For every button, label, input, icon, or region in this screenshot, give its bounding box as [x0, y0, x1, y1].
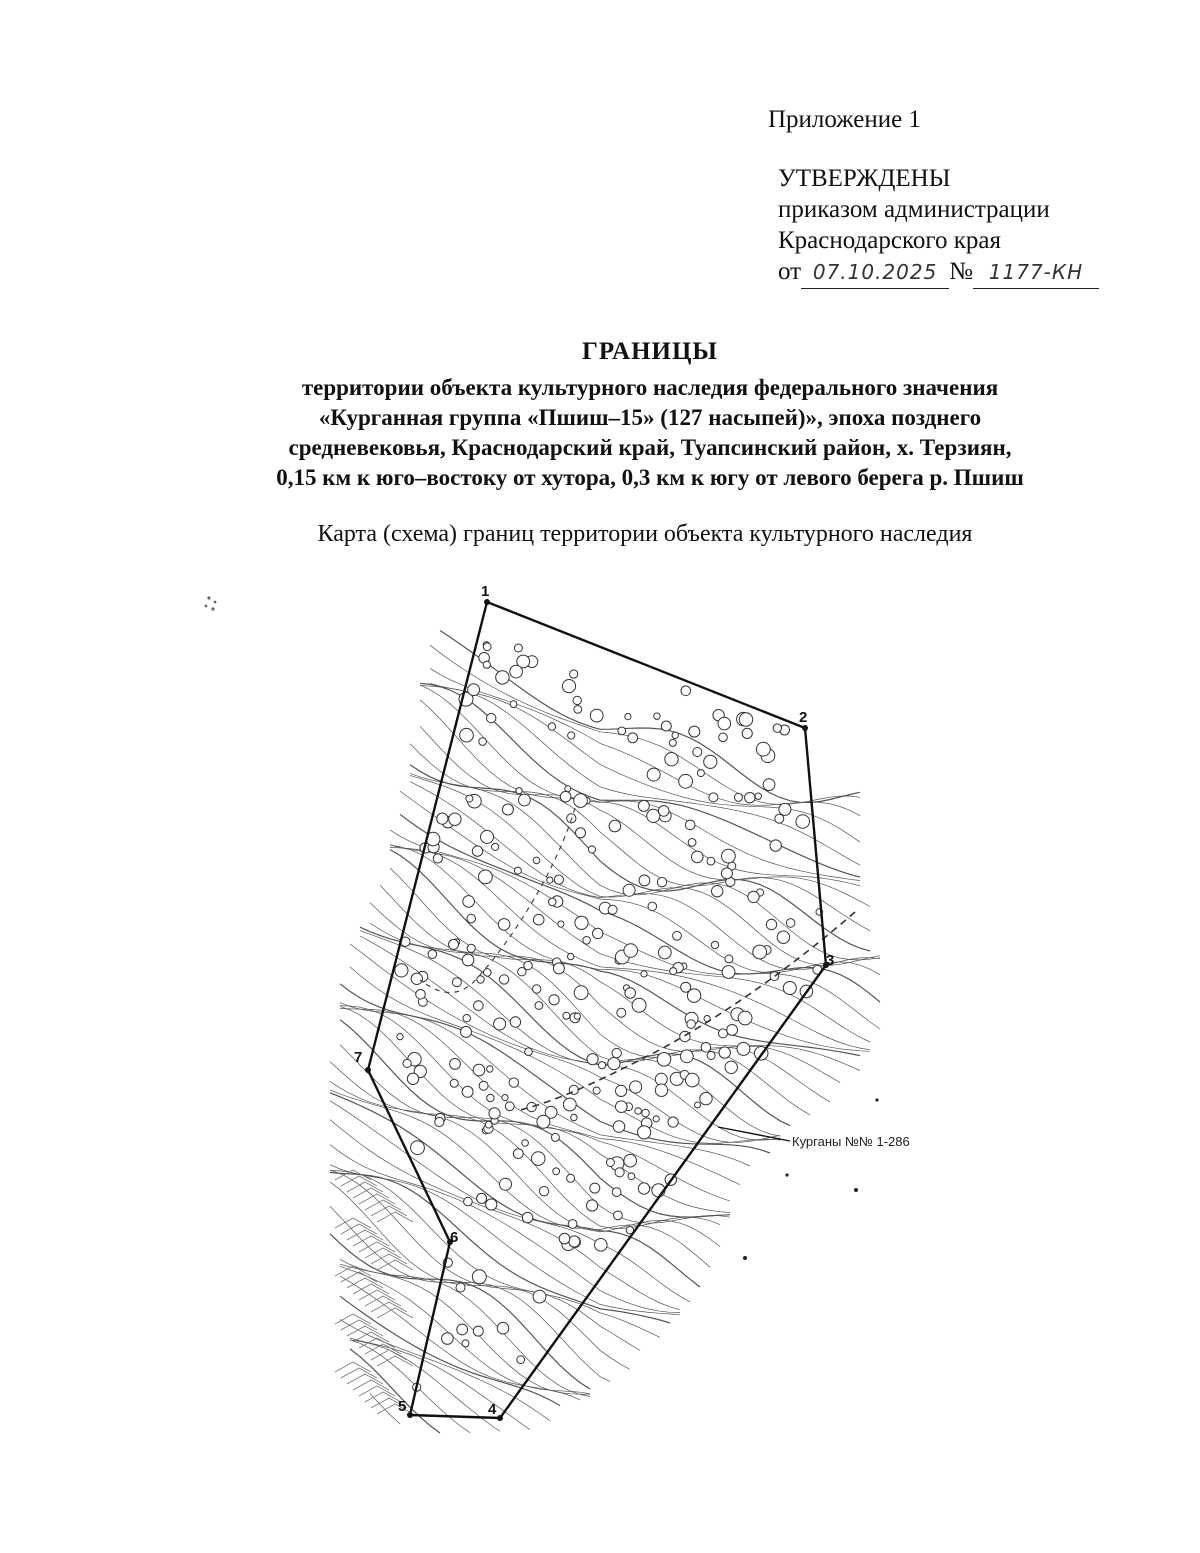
mound-marker — [628, 733, 638, 743]
slope-hatch — [365, 1248, 401, 1258]
approved-title: УТВЕРЖДЕНЫ — [778, 165, 951, 192]
slope-hatch — [347, 1182, 383, 1192]
mound-marker — [701, 1043, 711, 1053]
mound-marker — [668, 1117, 678, 1127]
mound-marker — [460, 728, 474, 742]
mound-marker — [612, 1188, 621, 1197]
mound-marker — [463, 1015, 470, 1022]
mound-marker — [681, 686, 691, 696]
mound-marker — [433, 854, 442, 863]
date-value: 07.10.2025 — [801, 257, 949, 289]
mound-marker — [583, 937, 591, 945]
slope-hatch — [347, 1326, 383, 1336]
mound-marker — [673, 931, 682, 940]
mound-marker — [560, 791, 571, 802]
mound-marker — [522, 1140, 529, 1147]
slope-hatch — [359, 1386, 395, 1396]
mound-marker — [779, 803, 791, 815]
mound-marker — [549, 898, 557, 906]
mound-marker — [533, 857, 540, 864]
terrain-contours — [330, 631, 880, 1434]
mound-marker — [481, 830, 494, 843]
contour-line — [430, 668, 860, 815]
mound-marker — [479, 870, 493, 884]
contour-line — [380, 885, 840, 1082]
boundary-vertex-7 — [365, 1067, 371, 1073]
mound-marker — [516, 788, 522, 794]
mound-marker — [680, 1050, 693, 1063]
mound-marker — [625, 714, 631, 720]
mound-marker — [655, 1084, 667, 1096]
mound-marker — [483, 661, 490, 668]
mound-marker — [766, 919, 776, 929]
mound-marker — [576, 828, 586, 838]
mounds-annotation: Курганы №№ 1-286 — [792, 1134, 910, 1149]
mound-marker — [514, 644, 522, 652]
mound-marker — [565, 786, 571, 792]
mound-marker — [574, 706, 582, 714]
mound-marker — [479, 1081, 488, 1090]
map-caption: Карта (схема) границ территории объекта культурного наследия — [317, 521, 973, 547]
mound-marker — [533, 985, 541, 993]
mound-marker — [608, 905, 617, 914]
mound-marker — [658, 946, 671, 959]
mound-marker — [474, 1001, 484, 1011]
mound-marker — [658, 806, 669, 817]
mound-marker — [449, 813, 461, 825]
slope-hatch — [365, 1200, 401, 1210]
mound-marker — [738, 1011, 752, 1025]
boundary-vertex-4 — [497, 1415, 503, 1421]
mound-marker — [450, 1079, 458, 1087]
date-prefix: от — [778, 258, 802, 285]
mound-marker — [628, 1173, 635, 1180]
mound-marker — [777, 931, 789, 943]
mound-marker — [567, 1174, 575, 1182]
mound-marker — [463, 896, 475, 908]
mound-marker — [535, 1002, 543, 1010]
mound-marker — [632, 998, 646, 1012]
mound-marker — [669, 739, 676, 746]
mound-marker — [553, 1168, 560, 1175]
vertex-label-6: 6 — [450, 1229, 459, 1246]
mound-marker — [502, 1095, 508, 1101]
mound-marker — [718, 717, 731, 730]
mound-marker — [553, 963, 564, 974]
approved-by-line1: приказом администрации — [778, 196, 1050, 223]
contour-line — [340, 984, 770, 1153]
boundary-vertex-5 — [407, 1412, 413, 1418]
mound-marker — [657, 1053, 671, 1067]
title-line-1: территории объекта культурного наследия федерального значения — [301, 375, 999, 400]
mound-marker — [693, 748, 702, 757]
mound-marker — [748, 891, 759, 902]
slope-hatch — [365, 1296, 401, 1306]
mound-marker — [483, 643, 491, 651]
mound-marker — [533, 1290, 546, 1303]
mound-marker — [721, 868, 732, 879]
mound-marker — [411, 1141, 425, 1155]
mound-marker — [725, 1061, 737, 1073]
mound-marker — [531, 1152, 545, 1166]
mound-marker — [719, 733, 728, 742]
mound-marker — [466, 795, 473, 802]
contour-line — [350, 1340, 470, 1433]
mound-marker — [551, 1133, 559, 1141]
slope-hatch — [347, 1230, 383, 1240]
mound-marker — [397, 1033, 403, 1039]
mound-marker — [571, 1114, 577, 1120]
mound-marker — [462, 954, 474, 966]
slope-hatch — [365, 1344, 401, 1354]
slope-hatch — [341, 1320, 377, 1330]
mound-marker — [598, 1062, 605, 1069]
mound-marker — [499, 975, 508, 984]
mound-marker — [477, 976, 484, 983]
mound-marker — [638, 800, 649, 811]
mound-marker — [487, 1066, 493, 1072]
mound-marker — [510, 1017, 520, 1027]
mound-marker — [737, 1042, 750, 1055]
mound-marker — [719, 1047, 730, 1058]
mound-marker — [450, 1059, 461, 1070]
mound-marker — [559, 1233, 570, 1244]
mound-marker — [745, 793, 755, 803]
mound-marker — [473, 1064, 485, 1076]
mound-marker — [461, 1026, 472, 1037]
mound-marker — [568, 1220, 577, 1229]
slope-hatch — [377, 1212, 413, 1222]
mound-marker — [575, 916, 588, 929]
mound-marker — [692, 851, 704, 863]
mound-marker — [630, 1081, 642, 1093]
mound-marker — [497, 1322, 509, 1334]
mound-marker — [770, 972, 779, 981]
contour-line — [330, 1090, 710, 1267]
mound-marker — [467, 944, 475, 952]
mound-marker — [519, 794, 531, 806]
mound-marker — [679, 774, 693, 788]
number-value: 1177-КН — [973, 257, 1099, 289]
mound-marker — [670, 968, 677, 975]
mound-marker — [756, 742, 770, 756]
mound-marker — [498, 919, 510, 931]
mound-marker — [518, 968, 526, 976]
contour-line — [410, 765, 870, 951]
mound-marker — [489, 1108, 500, 1119]
mound-marker — [727, 1025, 738, 1036]
mound-marker — [468, 684, 480, 696]
mound-marker — [624, 1154, 637, 1167]
mound-marker — [672, 732, 678, 738]
slope-hatch — [359, 1338, 395, 1348]
mound-marker — [695, 1102, 701, 1108]
mound-marker — [587, 1200, 598, 1211]
mound-marker — [449, 939, 459, 949]
mound-marker — [685, 820, 695, 830]
mound-marker — [548, 723, 555, 730]
mound-marker — [464, 1197, 473, 1206]
mound-marker — [554, 875, 563, 884]
slope-hatch — [371, 1302, 407, 1312]
appendix-label: Приложение 1 — [768, 106, 921, 133]
mound-marker — [734, 793, 742, 801]
mound-marker — [617, 1008, 626, 1017]
mound-marker — [487, 713, 496, 722]
mound-marker — [473, 1326, 483, 1336]
mound-marker — [496, 671, 509, 684]
mound-marker — [547, 877, 553, 883]
contour-line — [410, 744, 870, 931]
territory-boundary — [368, 602, 826, 1418]
slope-hatch — [353, 1284, 389, 1294]
title-line-4: 0,15 км к юго–востоку от хутора, 0,3 км к югу от левого берега р. Пшиш — [276, 465, 1024, 490]
mound-marker — [457, 1324, 468, 1335]
mound-marker — [442, 1333, 454, 1345]
mound-marker — [700, 1092, 712, 1104]
mound-marker — [395, 964, 408, 977]
mound-marker — [753, 945, 767, 959]
mound-marker — [655, 1073, 667, 1085]
mound-marker — [763, 779, 775, 791]
mound-marker — [709, 793, 718, 802]
contour-line — [330, 1206, 610, 1381]
mound-marker — [687, 1020, 696, 1029]
mound-marker — [642, 1109, 650, 1117]
mound-marker — [467, 914, 476, 923]
annotation-leader-line — [718, 1127, 790, 1141]
mound-marker — [452, 978, 461, 987]
mound-marker — [608, 1058, 620, 1070]
mound-marker — [783, 982, 796, 995]
mound-marker — [625, 988, 636, 999]
mound-marker — [688, 839, 696, 847]
slope-hatch — [377, 1356, 413, 1366]
stray-dots — [743, 1098, 879, 1260]
mound-marker — [654, 713, 660, 719]
title-main: ГРАНИЦЫ — [582, 338, 718, 365]
mound-marker — [623, 884, 635, 896]
vertex-label-3: 3 — [826, 952, 835, 969]
mound-marker — [484, 969, 492, 977]
mound-marker — [517, 1356, 525, 1364]
title-line-3: средневековья, Краснодарский край, Туапсинский район, х. Терзиян, — [288, 435, 1012, 460]
mound-marker — [588, 846, 595, 853]
vertex-label-7: 7 — [354, 1049, 363, 1066]
mound-marker — [719, 1029, 728, 1038]
mound-marker — [435, 1117, 444, 1126]
mound-marker — [648, 902, 657, 911]
mound-marker — [722, 966, 735, 979]
contour-line — [370, 1394, 400, 1424]
slope-hatch — [341, 1224, 377, 1234]
mound-marker — [661, 721, 671, 731]
mound-marker — [686, 1073, 700, 1087]
title-line-2: «Курганная группа «Пшиш–15» (127 насыпей)», эпоха позднего — [318, 405, 982, 430]
mound-marker — [477, 1193, 487, 1203]
mound-marker — [641, 971, 647, 977]
mound-marker — [786, 919, 795, 928]
mound-marker — [742, 728, 752, 738]
mound-marker — [618, 727, 626, 735]
mound-marker — [595, 1239, 608, 1252]
mound-marker — [403, 1059, 411, 1067]
mound-marker — [704, 755, 717, 768]
mound-marker — [616, 1101, 628, 1113]
mound-marker — [492, 843, 499, 850]
slope-hatch — [347, 1374, 383, 1384]
slope-hatch — [335, 1362, 371, 1372]
mound-marker — [587, 1054, 598, 1065]
mound-marker — [573, 696, 581, 704]
mound-marker — [568, 953, 574, 959]
mound-marker — [549, 995, 559, 1005]
mound-marker — [775, 814, 784, 823]
mound-marker — [510, 665, 523, 678]
mound-marker — [479, 738, 487, 746]
mound-marker — [502, 804, 513, 815]
mound-marker — [638, 1126, 651, 1139]
mound-marker — [697, 770, 704, 777]
mound-marker — [614, 1211, 623, 1220]
mound-marker — [616, 1085, 627, 1096]
mound-marker — [505, 1102, 514, 1111]
vertex-label-2: 2 — [799, 709, 808, 726]
approved-by-line2: Краснодарского края — [778, 227, 1001, 254]
mound-marker — [681, 982, 691, 992]
slope-hatch — [353, 1380, 389, 1390]
mound-marker — [689, 726, 700, 737]
mound-marker — [500, 1178, 512, 1190]
slope-hatch — [341, 1368, 377, 1378]
mound-marker — [796, 815, 810, 829]
mound-marker — [739, 713, 752, 726]
mound-marker — [574, 1013, 580, 1019]
vertex-label-5: 5 — [398, 1398, 407, 1415]
mound-marker — [525, 1048, 533, 1056]
slope-hatch — [335, 1218, 371, 1228]
mound-marker — [411, 973, 422, 984]
mound-marker — [533, 914, 544, 925]
contour-line — [330, 1120, 680, 1310]
mound-marker — [563, 1098, 576, 1111]
slope-hatch — [347, 1278, 383, 1288]
mound-marker — [428, 950, 437, 959]
mound-marker — [665, 753, 678, 766]
slope-hatch — [371, 1254, 407, 1264]
mound-marker — [509, 1078, 518, 1087]
mound-marker — [485, 1121, 492, 1128]
mound-marker — [569, 1236, 580, 1247]
slope-hatch — [353, 1188, 389, 1198]
mound-marker — [472, 846, 482, 856]
mound-marker — [609, 820, 621, 832]
mound-marker — [725, 955, 733, 963]
mound-marker — [638, 1183, 649, 1194]
mound-marker — [570, 670, 578, 678]
mound-marker — [513, 1149, 523, 1159]
slope-hatch — [359, 1194, 395, 1204]
slope-hatch — [353, 1236, 389, 1246]
mound-marker — [407, 1073, 418, 1084]
mound-marker — [568, 732, 575, 739]
mound-marker — [593, 1087, 600, 1094]
mound-marker — [653, 1116, 659, 1122]
mound-marker — [462, 1340, 469, 1347]
mound-marker — [537, 1115, 550, 1128]
mound-marker — [563, 1012, 570, 1019]
mound-marker — [615, 1168, 624, 1177]
mound-marker — [647, 768, 660, 781]
mound-marker — [773, 724, 781, 732]
mound-marker — [539, 1187, 548, 1196]
mound-marker — [574, 986, 588, 1000]
mound-marker — [487, 1094, 494, 1101]
mound-marker — [590, 1183, 600, 1193]
vertex-label-4: 4 — [488, 1401, 497, 1418]
mound-marker — [624, 944, 638, 958]
mound-marker — [558, 921, 564, 927]
mound-marker — [486, 1199, 497, 1210]
slope-hatch — [359, 1242, 395, 1252]
mound-marker — [707, 1052, 715, 1060]
vertex-label-1: 1 — [481, 583, 490, 600]
mound-marker — [514, 867, 521, 874]
mound-marker — [711, 941, 718, 948]
mound-marker — [755, 793, 761, 799]
mound-marker — [613, 1121, 625, 1133]
mound-marker — [562, 680, 575, 693]
contour-line — [340, 1296, 560, 1405]
mound-marker — [593, 928, 603, 938]
mound-marker — [606, 1159, 614, 1167]
mound-marker — [472, 1270, 486, 1284]
contour-line — [420, 683, 860, 877]
scanner-mark — [205, 596, 217, 610]
mound-marker — [712, 886, 723, 897]
mound-marker — [416, 990, 426, 1000]
mound-marker — [522, 1212, 532, 1222]
mound-marker — [722, 849, 736, 863]
slope-hatch — [371, 1206, 407, 1216]
number-prefix: № — [949, 258, 973, 285]
mound-marker — [612, 1048, 621, 1057]
mound-marker — [527, 1102, 536, 1111]
mound-marker — [494, 1018, 506, 1030]
mound-marker — [635, 1108, 642, 1115]
mound-marker — [574, 794, 588, 808]
mound-marker — [510, 701, 517, 708]
burial-mounds — [395, 642, 823, 1392]
mound-marker — [437, 813, 448, 824]
mound-marker — [462, 1086, 473, 1097]
mound-marker — [707, 857, 715, 865]
mound-marker — [770, 840, 781, 851]
mound-marker — [590, 709, 603, 722]
mound-marker — [456, 1283, 465, 1292]
mound-marker — [639, 875, 650, 886]
mound-marker — [657, 878, 666, 887]
